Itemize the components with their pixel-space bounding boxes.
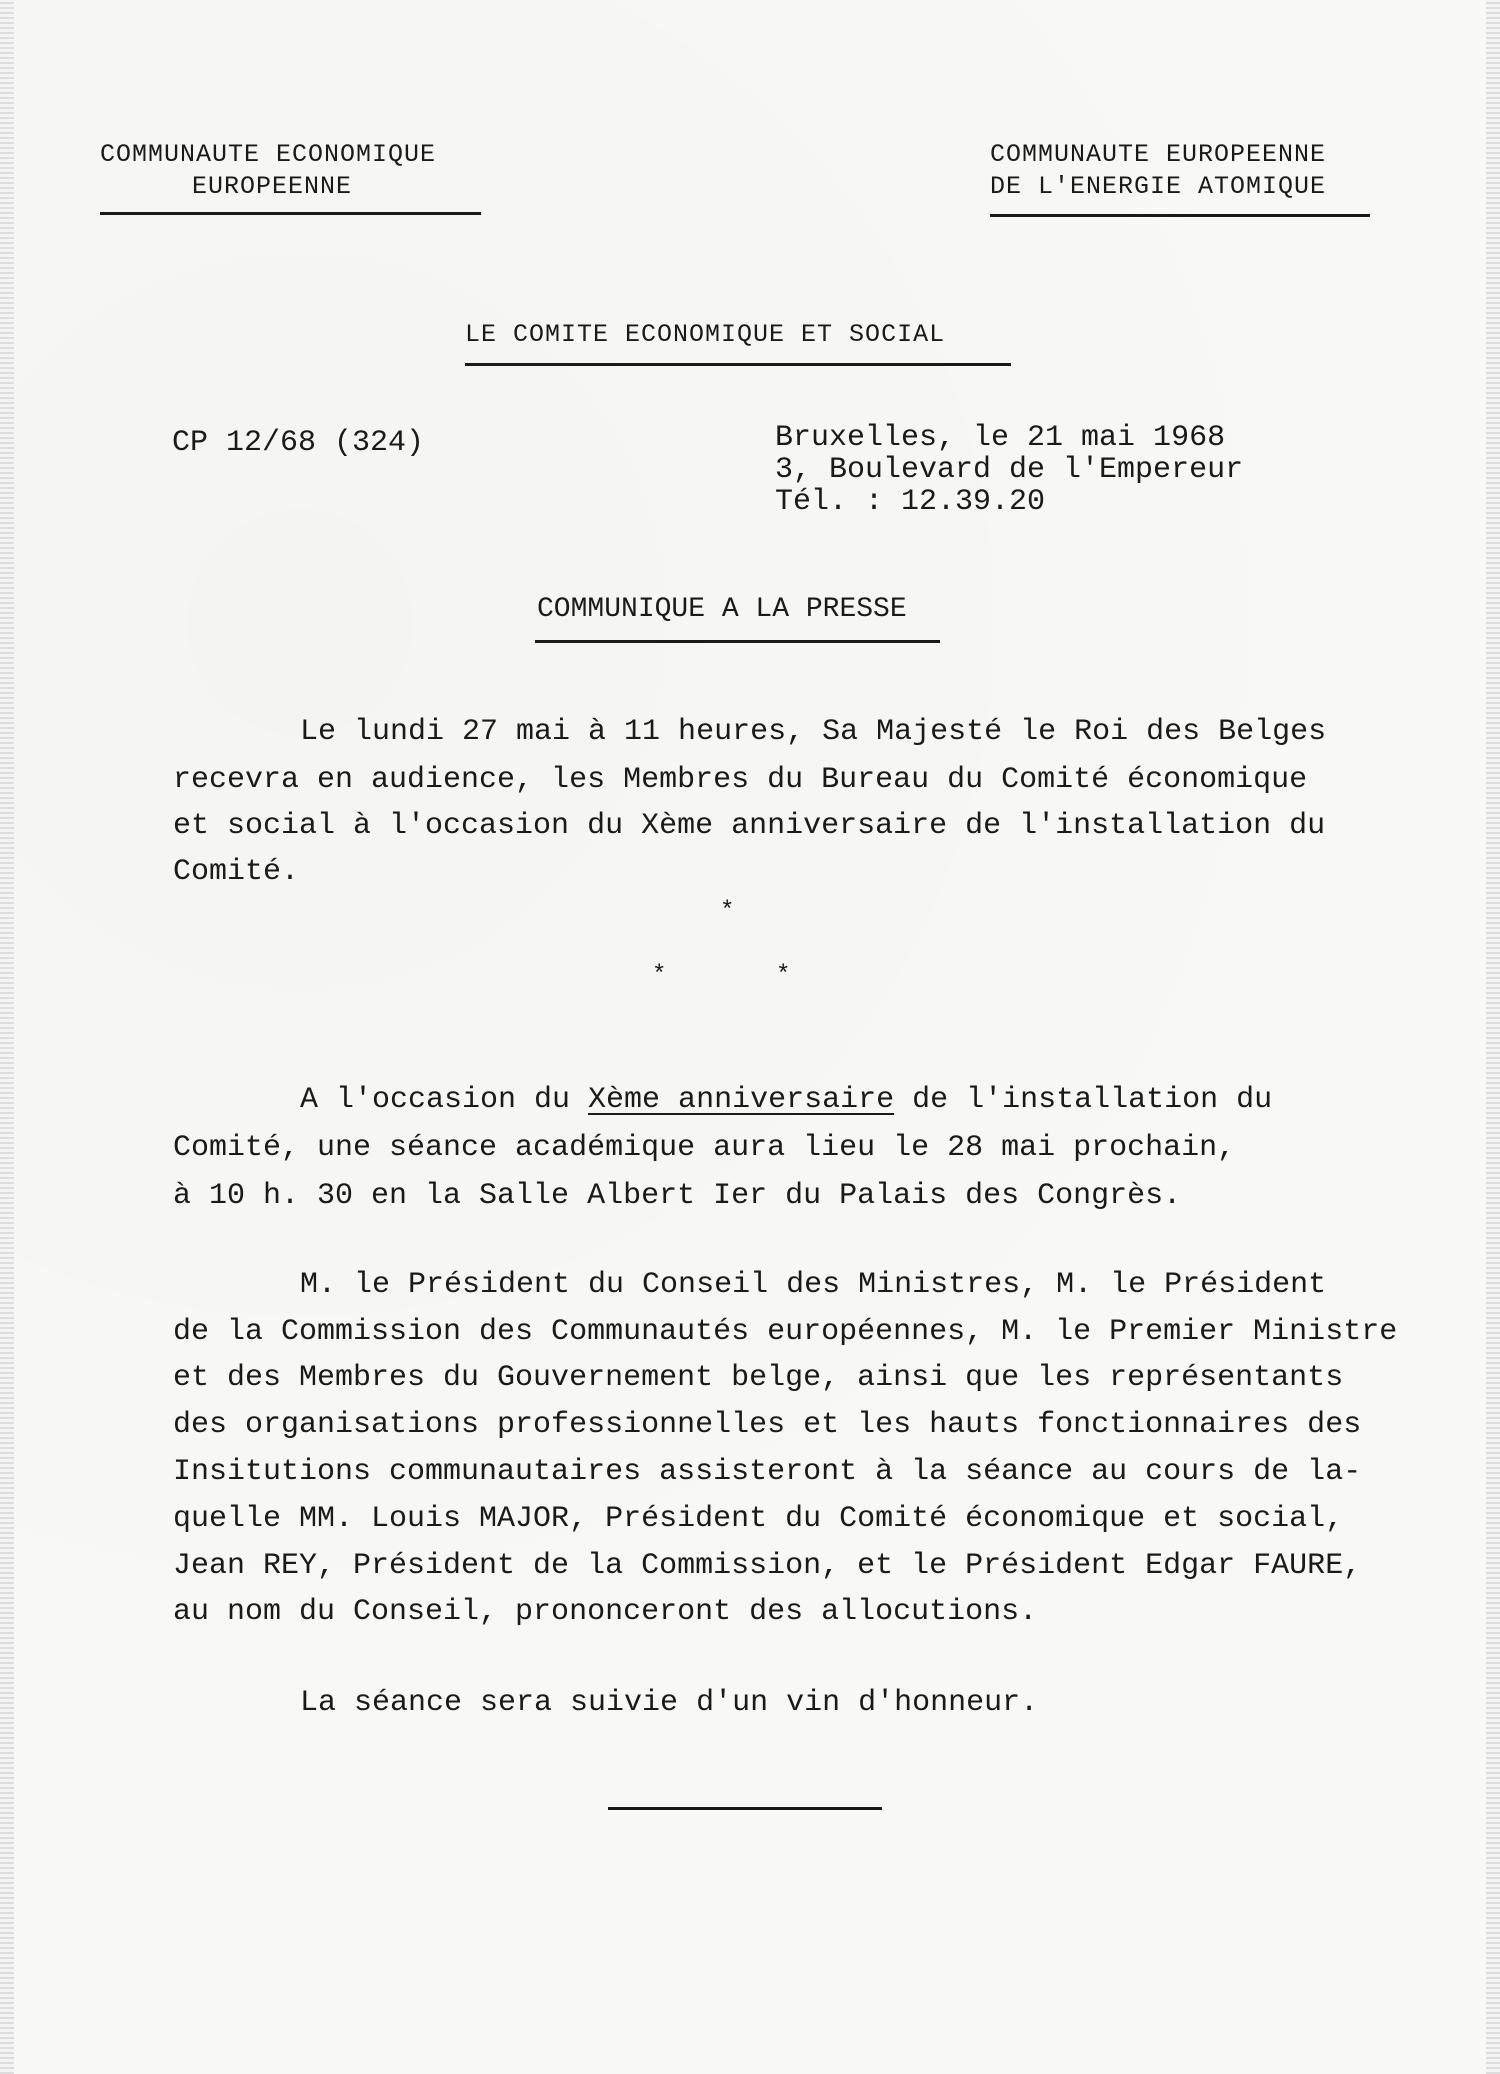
- scan-edge-right: [1486, 0, 1500, 2074]
- separator-star: *: [652, 962, 667, 989]
- committee-heading: LE COMITE ECONOMIQUE ET SOCIAL: [465, 320, 946, 349]
- para3-line: Jean REY, Président de la Commission, et le Président Edgar FAURE,: [173, 1549, 1362, 1583]
- address-street: 3, Boulevard de l'Empereur: [775, 453, 1244, 487]
- para2-line: Comité, une séance académique aura lieu le 28 mai prochain,: [173, 1131, 1236, 1165]
- underlined-phrase: Xème anniversaire: [588, 1083, 895, 1117]
- para1-line: et social à l'occasion du Xème anniversaire de l'installation du: [173, 809, 1326, 843]
- header-left-line2: EUROPEENNE: [192, 172, 353, 201]
- para1-line: Le lundi 27 mai à 11 heures, Sa Majesté le Roi des Belges: [300, 715, 1327, 749]
- para2-text: de l'installation du: [894, 1083, 1273, 1117]
- header-right-line2: DE L'ENERGIE ATOMIQUE: [990, 172, 1327, 201]
- para4-line: La séance sera suivie d'un vin d'honneur.: [300, 1686, 1039, 1720]
- para1-line: Comité.: [173, 855, 300, 889]
- para2-line: [300, 1082, 1272, 1118]
- para3-line: et des Membres du Gouvernement belge, ainsi que les représentants: [173, 1361, 1344, 1395]
- para3-line: M. le Président du Conseil des Ministres, M. le Président: [300, 1268, 1327, 1302]
- address-date: Bruxelles, le 21 mai 1968: [775, 421, 1226, 455]
- separator-star: *: [776, 962, 791, 989]
- header-right-rule: [990, 214, 1370, 217]
- header-left-rule: [100, 212, 481, 215]
- document-title: COMMUNIQUE A LA PRESSE: [537, 594, 907, 625]
- para3-line: de la Commission des Communautés européennes, M. le Premier Ministre: [173, 1315, 1398, 1349]
- para1-line: recevra en audience, les Membres du Bureau du Comité économique: [173, 763, 1308, 797]
- title-rule: [535, 640, 940, 643]
- committee-rule: [465, 363, 1011, 366]
- separator-star: *: [720, 898, 735, 925]
- address-phone: Tél. : 12.39.20: [775, 485, 1046, 519]
- header-left-line1: COMMUNAUTE ECONOMIQUE: [100, 140, 437, 169]
- para3-line: quelle MM. Louis MAJOR, Président du Comité économique et social,: [173, 1502, 1344, 1536]
- para3-line: des organisations professionnelles et les hauts fonctionnaires des: [173, 1408, 1362, 1442]
- closing-rule: [608, 1807, 882, 1810]
- reference-number: CP 12/68 (324): [172, 426, 425, 460]
- para3-line: Insitutions communautaires assisteront à la séance au cours de la-: [173, 1455, 1362, 1489]
- scan-edge-left: [0, 0, 14, 2074]
- para2-text: A l'occasion du: [300, 1083, 589, 1117]
- para3-line: au nom du Conseil, prononceront des allocutions.: [173, 1595, 1038, 1629]
- para2-line: à 10 h. 30 en la Salle Albert Ier du Palais des Congrès.: [173, 1179, 1182, 1213]
- header-right-line1: COMMUNAUTE EUROPEENNE: [990, 140, 1327, 169]
